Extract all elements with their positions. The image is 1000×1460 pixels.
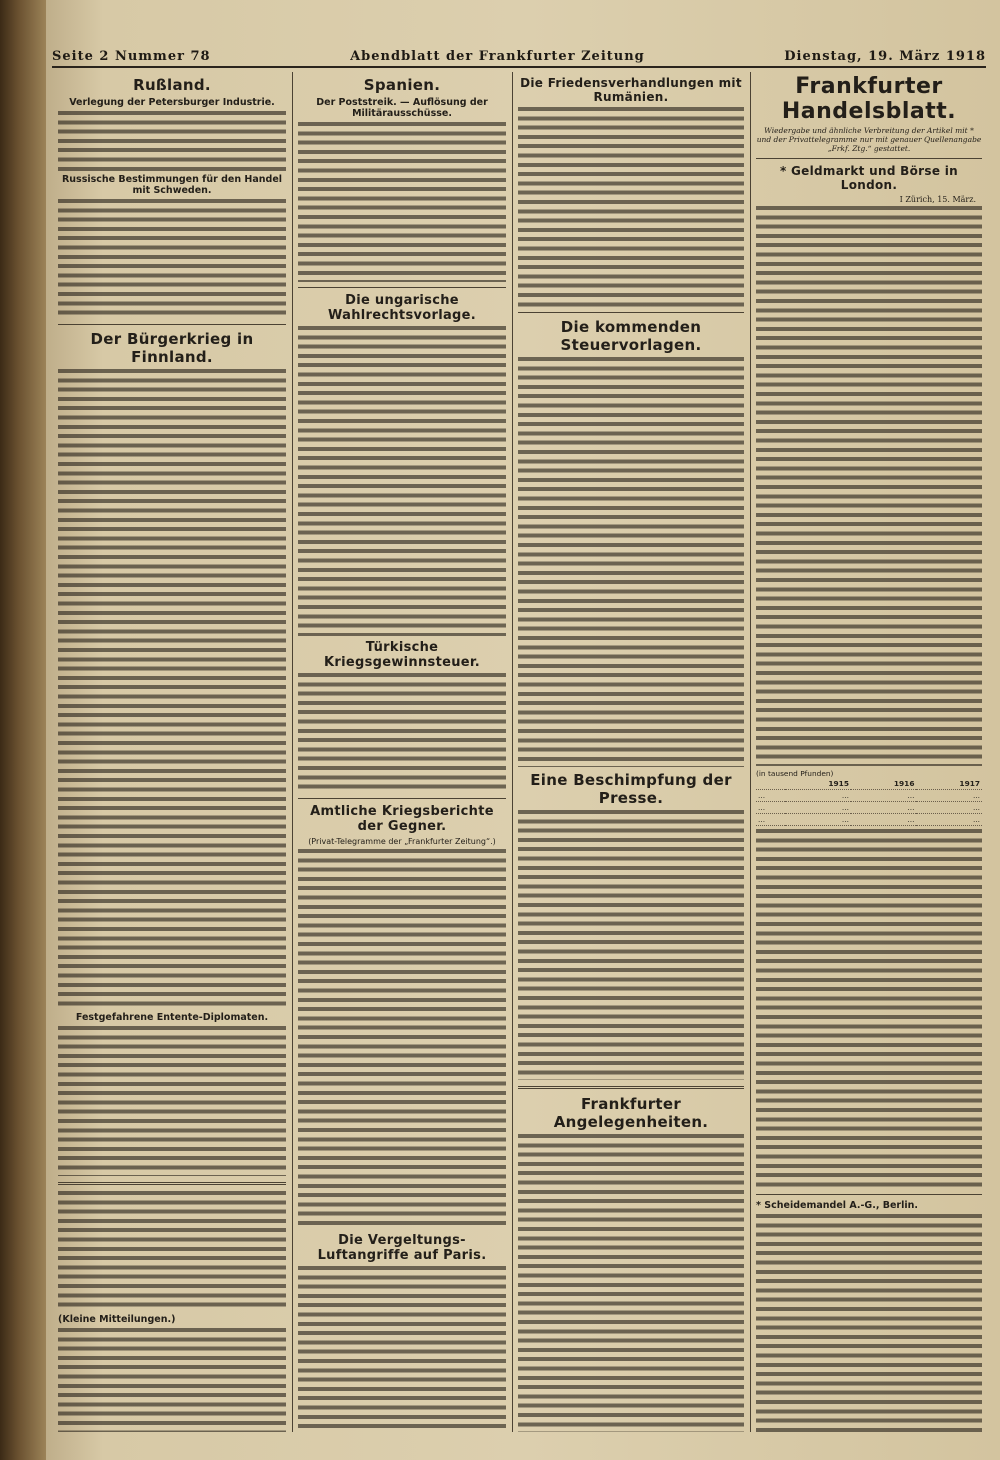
article-text <box>518 1134 744 1432</box>
article-text <box>58 1026 286 1176</box>
separator <box>756 158 982 159</box>
separator <box>58 1182 286 1185</box>
subheadline-entente: Festgefahrene Entente-Diplomaten. <box>75 1012 269 1023</box>
handelsblatt-masthead: Frankfurter Handelsblatt. <box>781 74 957 124</box>
separator <box>518 1086 744 1089</box>
table-row <box>756 814 982 826</box>
subheadline-petersburg: Verlegung der Petersburger Industrie. <box>69 97 275 108</box>
subheadline-schweden: Russische Bestimmungen für den Handel mit Schweden. <box>61 174 283 196</box>
financial-table <box>756 769 982 826</box>
article-text <box>518 107 744 307</box>
issue-date: Dienstag, 19. März 1918 <box>784 49 986 64</box>
headline-spanien: Spanien. <box>363 76 441 94</box>
article-text <box>58 1328 286 1432</box>
headline-wahlrecht: Die ungarische Wahlrechtsvorlage. <box>327 293 476 323</box>
separator <box>756 1194 982 1195</box>
column-divider <box>292 72 293 1432</box>
subheadline-scheidemandel: * Scheidemandel A.-G., Berlin. <box>756 1200 918 1211</box>
masthead-notice: Wiedergabe und ähnliche Verbreitung der Artikel mit * und der Privattelegramme nur mit genauer Quellenangabe „Frkf. Ztg.“ gestattet. <box>756 126 982 153</box>
table-header: 1916 <box>851 778 917 790</box>
table-header <box>756 778 785 790</box>
table-cell: ... <box>785 790 851 802</box>
article-text <box>298 1266 506 1432</box>
article-text <box>756 1214 982 1432</box>
headline-kriegsgewinnsteuer: Türkische Kriegsgewinnsteuer. <box>324 640 480 670</box>
separator <box>298 798 506 799</box>
column-divider <box>750 72 751 1432</box>
headline-finnland: Der Bürgerkrieg in Finnland. <box>90 330 254 366</box>
headline-rumaenien: Die Friedensverhandlungen mit Rumänien. <box>520 76 742 104</box>
column-3 <box>518 72 744 1432</box>
separator <box>298 287 506 288</box>
table-cell: ... <box>785 802 851 814</box>
separator <box>58 324 286 325</box>
article-text <box>756 829 982 1189</box>
page-header <box>52 44 986 68</box>
subheadline-kleine-mitteilungen: (Kleine Mitteilungen.) <box>58 1314 176 1325</box>
separator <box>518 312 744 313</box>
column-divider <box>512 72 513 1432</box>
article-text <box>298 326 506 636</box>
article-text <box>518 810 744 1080</box>
article-text <box>298 122 506 282</box>
column-4 <box>756 72 982 1432</box>
article-text <box>58 199 286 319</box>
headline-geldmarkt-london: * Geldmarkt und Börse in London. <box>779 164 959 192</box>
table-cell: ... <box>916 802 982 814</box>
book-binding <box>0 0 46 1460</box>
table-header: 1915 <box>785 778 851 790</box>
table-caption: (in tausend Pfunden) <box>756 769 834 778</box>
article-text <box>58 111 286 171</box>
table-row <box>756 802 982 814</box>
table-cell: ... <box>785 814 851 826</box>
table-header-row <box>756 778 982 790</box>
subheadline-poststreik: Der Poststreik. — Auflösung der Militärausschüsse. <box>316 97 488 119</box>
table-cell: ... <box>851 802 917 814</box>
table-header: 1917 <box>916 778 982 790</box>
table-cell: ... <box>916 790 982 802</box>
table-cell: ... <box>756 814 785 826</box>
headline-luftangriffe: Die Vergeltungs-Luftangriffe auf Paris. <box>317 1233 487 1263</box>
headline-presse: Eine Beschimpfung der Presse. <box>530 771 732 807</box>
table-row <box>756 790 982 802</box>
article-text <box>298 849 506 1229</box>
article-text <box>518 357 744 767</box>
column-2 <box>298 72 506 1432</box>
table-cell: ... <box>851 790 917 802</box>
table-cell: ... <box>851 814 917 826</box>
newspaper-title: Abendblatt der Frankfurter Zeitung <box>350 49 645 64</box>
page-number: Seite 2 Nummer 78 <box>52 49 211 64</box>
article-text <box>58 1191 286 1311</box>
headline-steuervorlagen: Die kommenden Steuervorlagen. <box>560 318 702 354</box>
column-1 <box>58 72 286 1432</box>
table-cell: ... <box>756 802 785 814</box>
headline-russland: Rußland. <box>133 76 211 94</box>
table-cell: ... <box>756 790 785 802</box>
table-cell: ... <box>916 814 982 826</box>
dateline-zuerich: I Zürich, 15. März. <box>899 195 976 204</box>
headline-kriegsberichte: Amtliche Kriegsberichte der Gegner. <box>310 804 494 834</box>
article-text <box>58 369 286 1009</box>
headline-frankfurter-angelegenheiten: Frankfurter Angelegenheiten. <box>553 1095 709 1131</box>
subheadline-privat-telegramme: (Privat-Telegramme der „Frankfurter Zeitung“.) <box>308 837 496 846</box>
article-text <box>298 673 506 793</box>
article-text <box>756 206 982 766</box>
